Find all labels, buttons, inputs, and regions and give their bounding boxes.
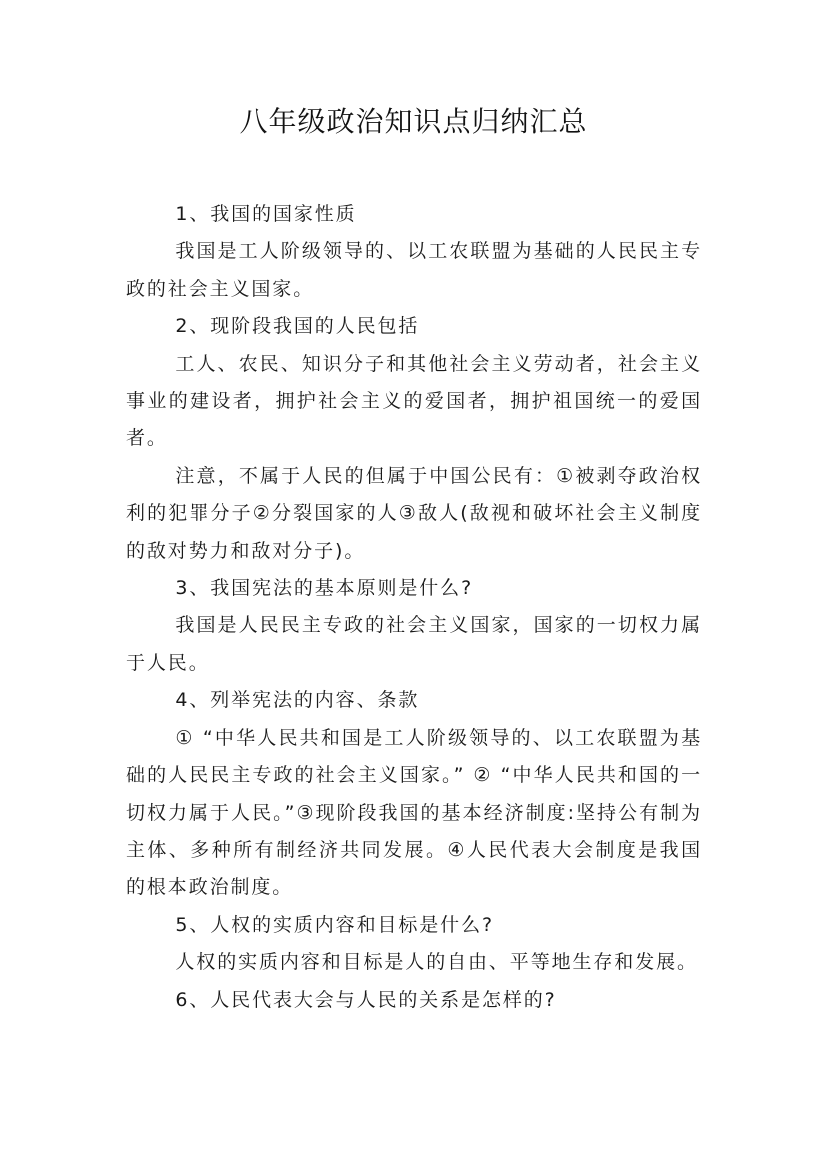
heading-1: 1、我国的国家性质 (175, 203, 357, 225)
document-title: 八年级政治知识点归纳汇总 (239, 105, 588, 138)
document-body (126, 196, 702, 1019)
heading-2: 2、现阶段我国的人民包括 (175, 315, 420, 338)
heading-3: 3、我国宪法的基本原则是什么? (175, 577, 474, 600)
heading-4: 4、列举宪法的内容、条款 (175, 689, 420, 712)
paragraph: 工人、农民、知识分子和其他社会主义劳动者，社会主义事业的建设者，拥护社会主义的爱国者，拥护祖国统一的爱国者。 (126, 352, 702, 450)
note-paragraph: 注意，不属于人民的但属于中国公民有：①被剥夺政治权利的犯罪分子②分裂国家的人③敌人(敌视和破坏社会主义制度的敌对势力和敌对分子)。 (126, 464, 702, 562)
paragraph: 我国是人民民主专政的社会主义国家，国家的一切权力属于人民。 (126, 614, 702, 674)
heading-5: 5、人权的实质内容和目标是什么? (175, 913, 494, 936)
paragraph: 我国是工人阶级领导的、以工农联盟为基础的人民民主专政的社会主义国家。 (126, 240, 702, 300)
paragraph: ① “中华人民共和国是工人阶级领导的、以工农联盟为基础的人民民主专政的社会主义国家。” ② “中华人民共和国的一切权力属于人民。”③现阶段我国的基本经济制度:坚持公有制为主体、多种所有制经济共同发展。④人民代表大会制度是我国的根本政治制度。 (126, 726, 702, 899)
paragraph: 人权的实质内容和目标是人的自由、平等地生存和发展。 (175, 951, 698, 974)
heading-6: 6、人民代表大会与人民的关系是怎样的? (175, 988, 557, 1011)
